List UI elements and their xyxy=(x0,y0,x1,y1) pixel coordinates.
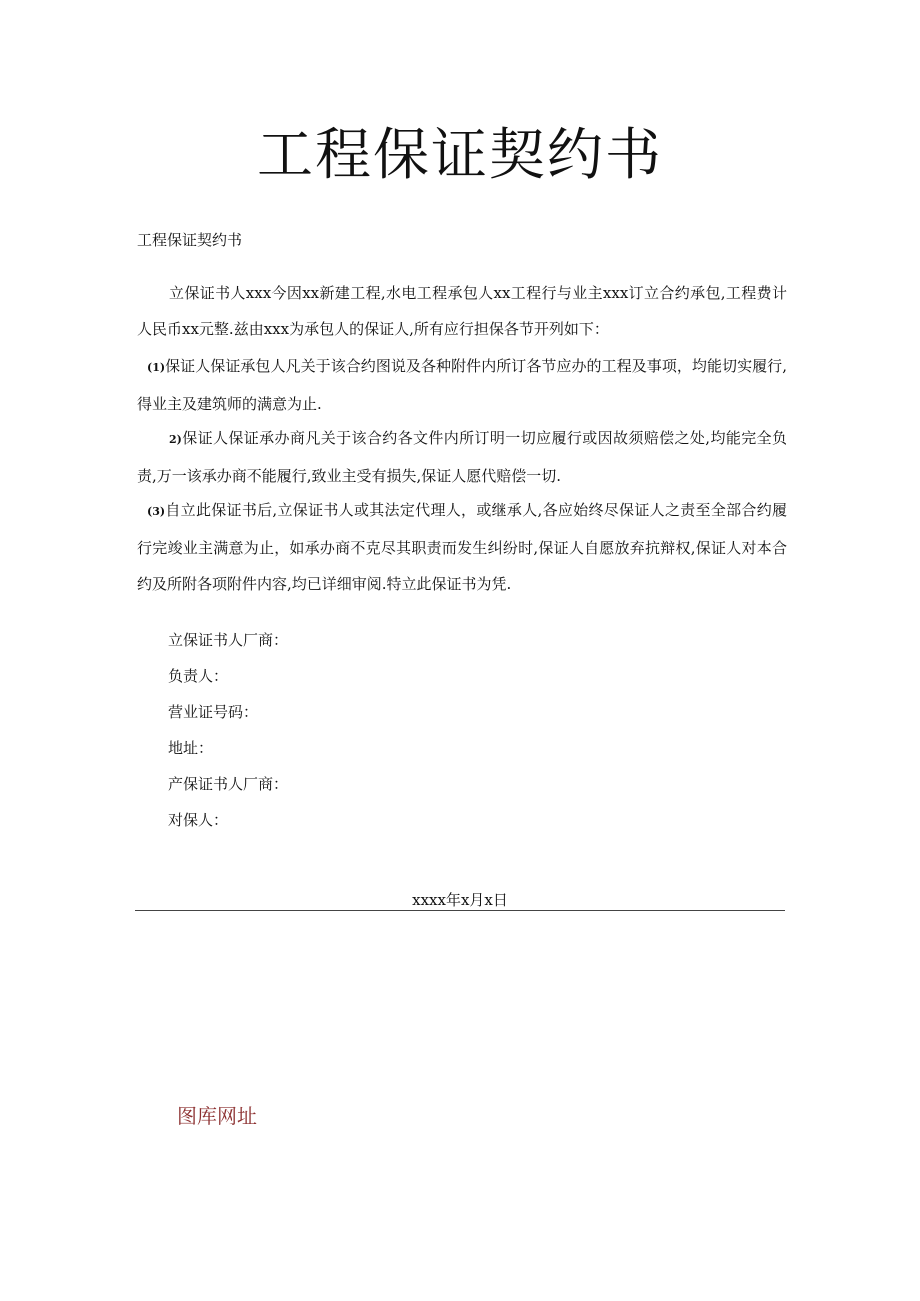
signature-line-guarantor: 立保证书人厂商： xyxy=(168,631,289,649)
clause-number: 2) xyxy=(169,433,182,446)
signature-line-verifier: 对保人： xyxy=(168,811,229,829)
page-title: 工程保证契约书 xyxy=(257,122,663,188)
clause-number: (3) xyxy=(147,505,166,518)
signature-line-producer: 产保证书人厂商： xyxy=(168,775,289,793)
clause-text: 自立此保证书后,立保证书人或其法定代理人，或继承人,各应始终尽保证人之责至全部合约履行完竣业主满意为止，如承办商不克尽其职责而发生纠纷时,保证人自愿放弃抗辩权,保证人对本合约及所附各项附件内容,均已详细审阅.特立此保证书为凭. xyxy=(137,501,787,593)
signature-line-license: 营业证号码： xyxy=(168,703,259,721)
divider xyxy=(135,910,785,911)
clause-3 xyxy=(137,492,787,602)
clause-text: 保证人保证承包人凡关于该合约图说及各种附件内所订各节应办的工程及事项，均能切实履行,得业主及建筑师的满意为止. xyxy=(137,357,787,413)
document-subtitle: 工程保证契约书 xyxy=(137,231,243,249)
clause-text: 保证人保证承办商凡关于该合约各文件内所订明一切应履行或因故须赔偿之处,均能完全负责,万一该承办商不能履行,致业主受有损失,保证人愿代赔偿一切. xyxy=(137,429,787,485)
signature-line-responsible: 负责人： xyxy=(168,667,229,685)
signature-line-address: 地址： xyxy=(168,739,214,757)
clause-1 xyxy=(137,348,787,422)
intro-paragraph: 立保证书人xxx今因xx新建工程,水电工程承包人xx工程行与业主xxx订立合约承包,工程费计人民币xx元整.兹由xxx为承包人的保证人,所有应行担保各节开列如下： xyxy=(137,284,787,338)
clause-2 xyxy=(137,420,787,494)
clause-number: (1) xyxy=(147,361,166,374)
date-line: xxxx年x月x日 xyxy=(412,891,508,909)
library-link[interactable]: 图库网址 xyxy=(177,1104,257,1128)
signature-block xyxy=(168,626,288,842)
